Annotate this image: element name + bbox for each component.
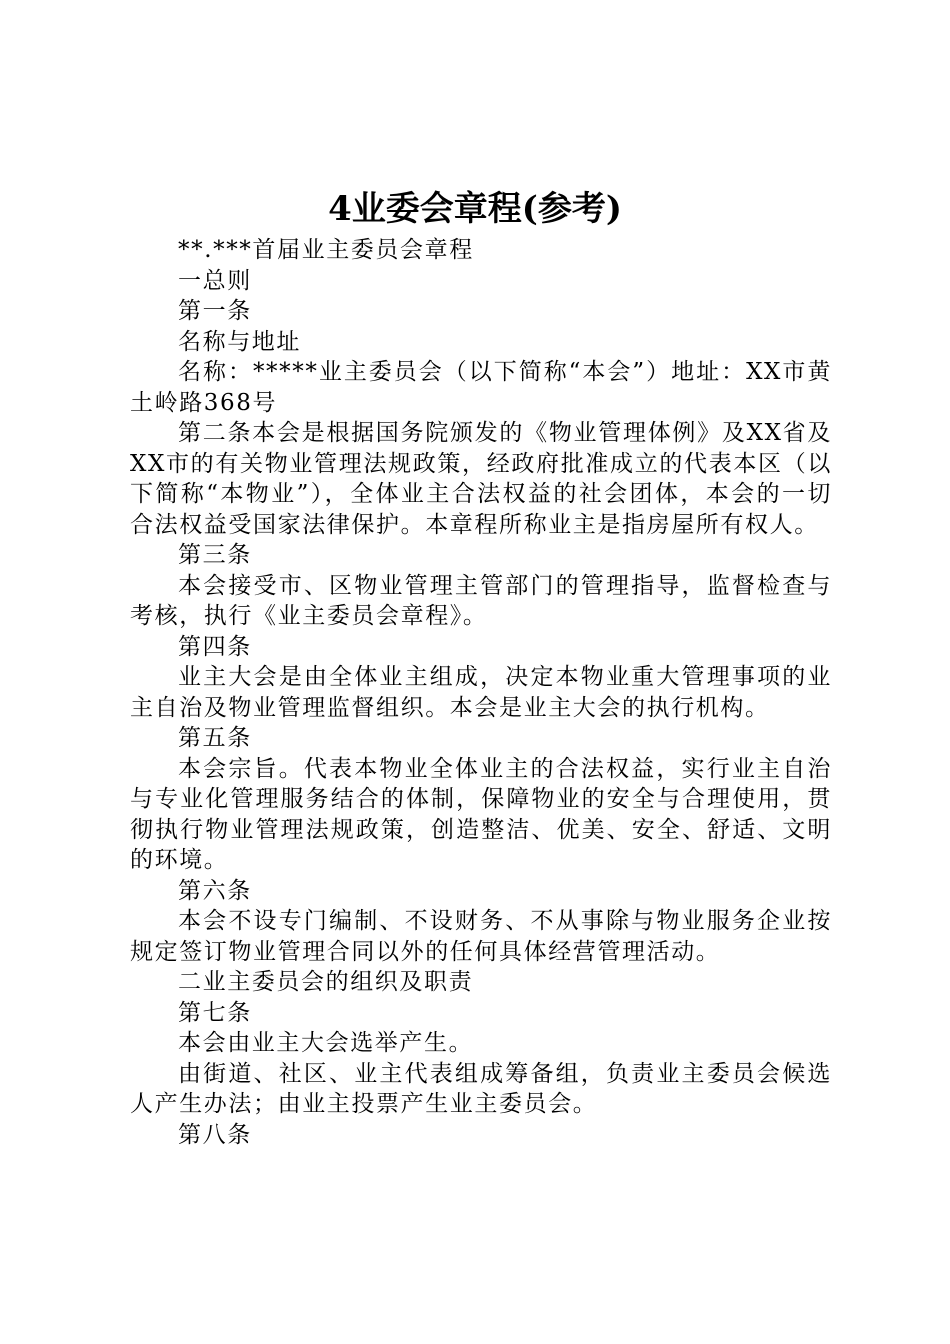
section-heading-general: 一总则	[178, 267, 252, 294]
article-2-text: 第二条本会是根据国务院颁发的《物业管理体例》及XX省及XX市的有关物业管理法规政策，经政府批准成立的代表本区（以下简称“本物业”），全体业主合法权益的社会团体，本会的一切合法权益受国家法律保护。本章程所称业主是指房屋所有权人。	[130, 420, 832, 538]
article-3-text: 本会接受市、区物业管理主管部门的管理指导，监督检查与考核，执行《业主委员会章程》。	[130, 572, 832, 629]
section-heading-organization: 二业主委员会的组织及职责	[178, 969, 474, 995]
article-4-heading: 第四条	[178, 633, 252, 660]
article-1-text: 名称：*****业主委员会（以下简称“本会”）地址：XX市黄土岭路368号	[130, 359, 832, 416]
article-1-subheading: 名称与地址	[178, 328, 301, 355]
article-1-heading: 第一条	[178, 298, 252, 324]
article-7-heading: 第七条	[178, 999, 252, 1026]
article-4-text: 业主大会是由全体业主组成，决定本物业重大管理事项的业主自治及物业管理监督组织。本会是业主大会的执行机构。	[130, 664, 832, 721]
article-6-text: 本会不设专门编制、不设财务、不从事除与物业服务企业按规定签订物业管理合同以外的任何具体经营管理活动。	[130, 908, 832, 965]
article-5-text: 本会宗旨。代表本物业全体业主的合法权益，实行业主自治与专业化管理服务结合的体制，保障物业的安全与合理使用，贯彻执行物业管理法规政策，创造整洁、优美、安全、舒适、文明的环境。	[130, 755, 832, 873]
document-title: 4业委会章程(参考)	[328, 189, 622, 229]
article-8-heading: 第八条	[178, 1121, 252, 1148]
document-body	[130, 235, 832, 1150]
article-5-heading: 第五条	[178, 725, 252, 751]
article-7-text: 本会由业主大会选举产生。	[178, 1030, 474, 1056]
article-3-heading: 第三条	[178, 542, 252, 568]
article-7-text-2: 由街道、社区、业主代表组成筹备组，负责业主委员会候选人产生办法；由业主投票产生业主委员会。	[130, 1060, 832, 1117]
charter-heading: **.***首届业主委员会章程	[178, 237, 474, 263]
article-6-heading: 第六条	[178, 877, 252, 904]
